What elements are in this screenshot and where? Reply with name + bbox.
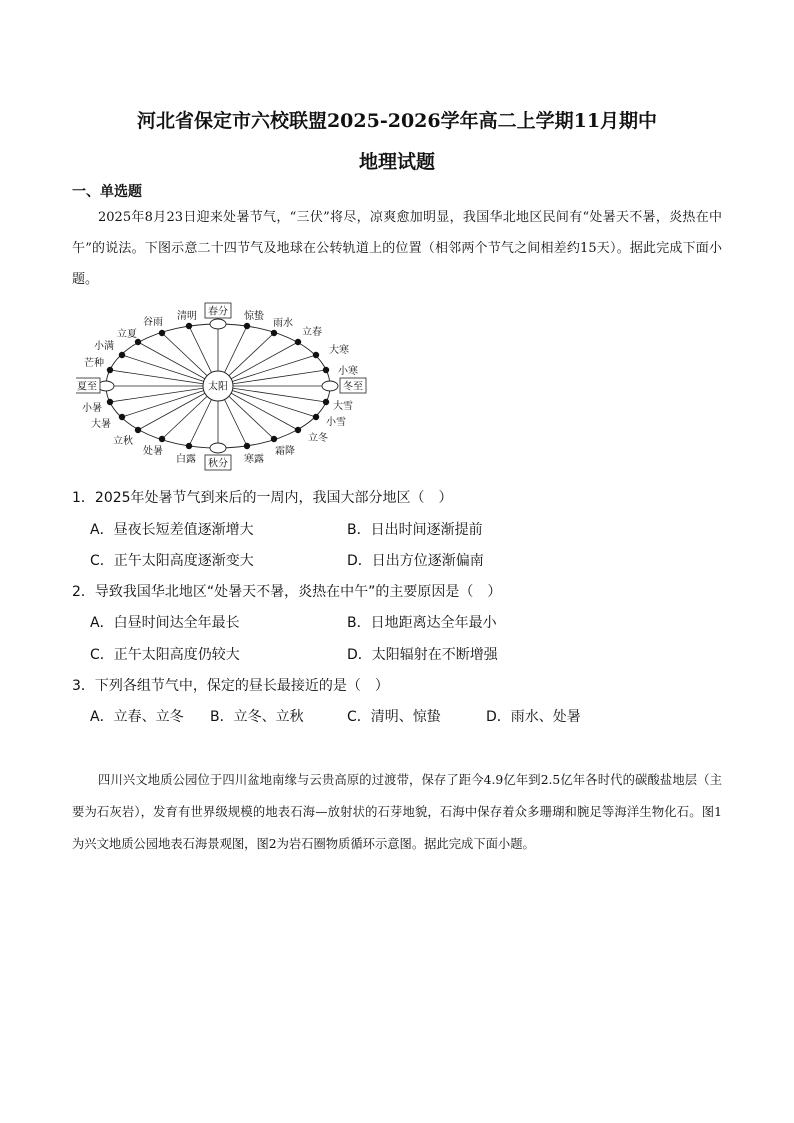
question-3-option-b[interactable]: B．立冬、立秋 [210, 709, 304, 725]
label-xiaohan: 小寒 [338, 366, 358, 377]
label-shuangjiang: 霜降 [275, 446, 295, 457]
question-1-option-b[interactable]: B．日出时间逐渐提前 [347, 522, 483, 538]
question-1-option-c[interactable]: C．正午太阳高度逐渐变大 [90, 553, 254, 569]
label-daxue: 大雪 [333, 401, 353, 412]
label-jingzhe: 惊蛰 [244, 311, 264, 322]
question-2-option-a[interactable]: A．白昼时间达全年最长 [90, 615, 240, 631]
label-lidong: 立冬 [308, 433, 328, 444]
label-xiaoxue: 小雪 [326, 417, 346, 428]
label-dongzhi: 冬至 [343, 381, 363, 393]
page-title: 河北省保定市六校联盟2025-2026学年高二上学期11月期中 [136, 110, 658, 132]
label-dashu: 大暑 [91, 419, 111, 430]
label-qingming: 清明 [177, 311, 197, 322]
label-chushu: 处暑 [143, 446, 163, 457]
label-yushui: 雨水 [273, 318, 293, 329]
question-2-stem: 2．导致我国华北地区“处暑天不暑，炎热在中午”的主要原因是（ ） [72, 584, 502, 600]
question-2-option-b[interactable]: B．日地距离达全年最小 [347, 615, 497, 631]
page-subtitle: 地理试题 [358, 151, 435, 173]
question-1-option-a[interactable]: A．昼夜长短差值逐渐增大 [90, 522, 254, 538]
label-lixia: 立夏 [117, 329, 137, 340]
label-qiufen: 秋分 [208, 458, 228, 470]
question-3-option-c[interactable]: C．清明、惊蛰 [347, 709, 441, 725]
question-3-option-a[interactable]: A．立春、立冬 [90, 709, 184, 725]
question-3-stem: 3．下列各组节气中，保定的昼长最接近的是（ ） [72, 678, 389, 694]
question-3-option-d[interactable]: D．雨水、处暑 [486, 709, 581, 725]
question-1-option-d[interactable]: D．日出方位逐渐偏南 [347, 553, 484, 569]
label-hanlu: 寒露 [244, 454, 264, 465]
section-heading: 一、单选题 [72, 184, 142, 200]
label-bailu: 白露 [176, 454, 196, 465]
label-dahan: 大寒 [329, 345, 349, 356]
label-chunfen: 春分 [208, 306, 228, 318]
passage-solar-terms: 2025年8月23日迎来处暑节气，“三伏”将尽，凉爽愈加明显，我国华北地区民间有“处暑天不暑，炎热在中午”的说法。下图示意二十四节气及地球在公转轨道上的位置（相邻两个节气之间相差约15天）。据此完成下面小题。 [72, 210, 722, 287]
label-liqiu: 立秋 [113, 436, 133, 447]
sun-label: 太阳 [208, 381, 228, 393]
label-lichun: 立春 [302, 327, 322, 338]
question-1-stem: 1．2025年处暑节气到来后的一周内，我国大部分地区（ ） [72, 490, 453, 506]
solar-terms-orbit-diagram [76, 300, 376, 476]
label-guyu: 谷雨 [143, 317, 163, 328]
passage-geopark: 四川兴文地质公园位于四川盆地南缘与云贵高原的过渡带，保存了距今4.9亿年到2.5亿年各时代的碳酸盐地层（主要为石灰岩），发育有世界级规模的地表石海—放射状的石芽地貌，石海中保存着众多珊瑚和腕足等海洋生物化石。图1为兴文地质公园地表石海景观图，图2为岩石圈物质循环示意图。据此完成下面小题。 [72, 773, 722, 851]
question-2-option-d[interactable]: D．太阳辐射在不断增强 [347, 647, 498, 663]
label-mangzhong: 芒种 [84, 358, 104, 369]
label-xiaoshu: 小暑 [82, 403, 102, 414]
label-xiaoman: 小满 [94, 341, 114, 352]
label-xiazhi: 夏至 [77, 381, 97, 393]
question-2-option-c[interactable]: C．正午太阳高度仍较大 [90, 647, 240, 663]
